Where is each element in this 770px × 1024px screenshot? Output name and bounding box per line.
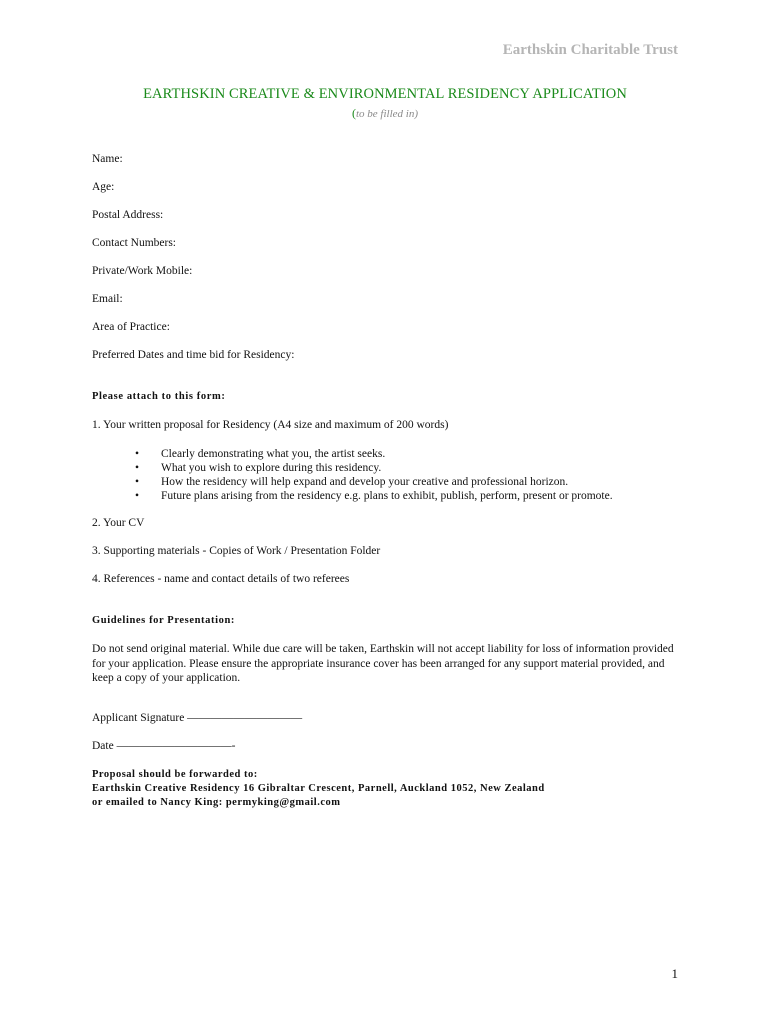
subtitle-text: to be filled in) [355,108,418,120]
form-subtitle [0,106,770,121]
bullet-icon: • [135,448,140,460]
form-title: EARTHSKIN CREATIVE & ENVIRONMENTAL RESIDENCY APPLICATION [143,86,627,102]
bullet-icon: • [135,462,140,474]
field-mobile: Private/Work Mobile: [92,265,193,277]
applicant-signature-line: Applicant Signature —————————— [92,712,303,724]
forwarding-address [92,768,545,810]
proposal-bullet-list [135,447,613,503]
attach-item-1: 1. Your written proposal for Residency (A4 size and maximum of 200 words) [92,419,449,431]
attach-item-3: 3. Supporting materials - Copies of Work / Presentation Folder [92,545,381,557]
field-contact-numbers: Contact Numbers: [92,237,176,249]
guidelines-text: Do not send original material. While due care will be taken, Earthskin will not accept liability for loss of information provided for your application. Please ensure the appropriate insurance cover has been arranged for any support material provided, and keep a copy of your application. [92,643,674,684]
bullet-icon: • [135,490,140,502]
forward-line-1: Proposal should be forwarded to: [92,769,258,780]
bullet-text: What you wish to explore during this residency. [161,462,382,474]
attach-item-4: 4. References - name and contact details of two referees [92,573,350,585]
field-email: Email: [92,293,123,305]
guidelines-heading: Guidelines for Presentation: [92,615,235,626]
list-item [135,461,613,475]
field-age: Age: [92,181,115,193]
bullet-text: How the residency will help expand and develop your creative and professional horizon. [161,476,569,488]
date-line: Date ——————————- [92,740,236,752]
bullet-icon: • [135,476,140,488]
bullet-text: Future plans arising from the residency e.g. plans to exhibit, publish, perform, present or promote. [161,490,613,502]
forward-line-2: Earthskin Creative Residency 16 Gibraltar Crescent, Parnell, Auckland 1052, New Zealand [92,783,545,794]
field-name: Name: [92,153,123,165]
forward-line-3: or emailed to Nancy King: permyking@gmail.com [92,797,341,808]
list-item [135,489,613,503]
field-postal-address: Postal Address: [92,209,164,221]
list-item [135,475,613,489]
list-item [135,447,613,461]
subtitle-paren: ( [351,106,356,120]
field-preferred-dates: Preferred Dates and time bid for Residency: [92,349,295,361]
field-area-of-practice: Area of Practice: [92,321,170,333]
org-header: Earthskin Charitable Trust [502,42,678,58]
attach-item-2: 2. Your CV [92,517,145,529]
page-number: 1 [671,966,678,981]
bullet-text: Clearly demonstrating what you, the artist seeks. [161,448,386,460]
attach-heading: Please attach to this form: [92,391,226,402]
